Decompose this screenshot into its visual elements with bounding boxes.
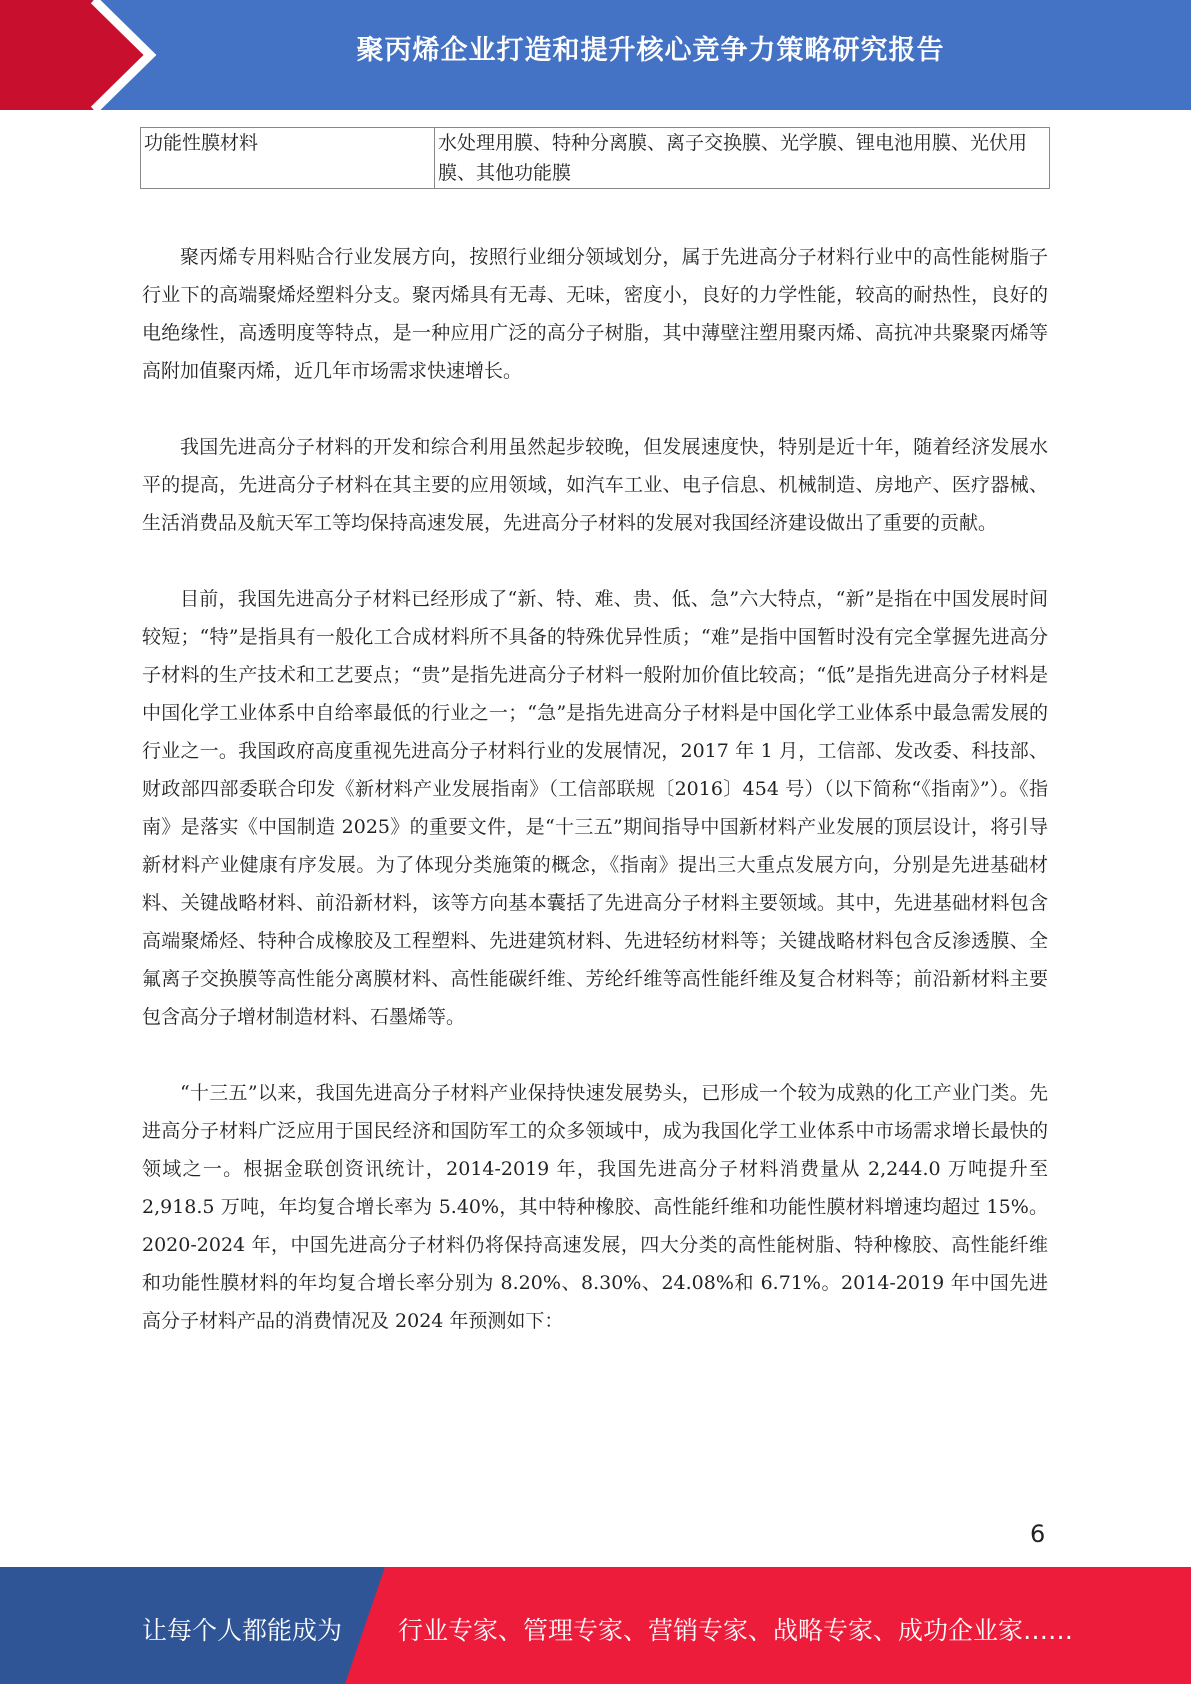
paragraph: 聚丙烯专用料贴合行业发展方向，按照行业细分领域划分，属于先进高分子材料行业中的高性能树脂子行业下的高端聚烯烃塑料分支。聚丙烯具有无毒、无味，密度小，良好的力学性能，较高的耐热性，良好的电绝缘性，高透明度等特点，是一种应用广泛的高分子树脂，其中薄壁注塑用聚丙烯、高抗冲共聚聚丙烯等高附加值聚丙烯，近几年市场需求快速增长。 xyxy=(142,246,1048,382)
footer-slogan-right: 行业专家、管理专家、营销专家、战略专家、成功企业家…… xyxy=(398,1616,1074,1645)
footer-slogan-left: 让每个人都能成为 xyxy=(142,1616,343,1645)
page-footer xyxy=(0,1567,1191,1684)
page-number: 6 xyxy=(1030,1520,1046,1548)
document-title: 聚丙烯企业打造和提升核心竞争力策略研究报告 xyxy=(356,35,945,66)
paragraph: 目前，我国先进高分子材料已经形成了“新、特、难、贵、低、急”六大特点，“新”是指在中国发展时间较短；“特”是指具有一般化工合成材料所不具备的特殊优异性质；“难”是指中国暂时没有完全掌握先进高分子材料的生产技术和工艺要点；“贵”是指先进高分子材料一般附加价值比较高；“低”是指先进高分子材料是中国化学工业体系中自给率最低的行业之一；“急”是指先进高分子材料是中国化学工业体系中最急需发展的行业之一。我国政府高度重视先进高分子材料行业的发展情况，2017 年 1 月，工信部、发改委、科技部、财政部四部委联合印发《新材料产业发展指南》（工信部联规〔2016〕454 号）（以下简称“《指南》”）。《指南》是落实《中国制造 2025》的重要文件，是“十三五”期间指导中国新材料产业发展的顶层设计，将引导新材料产业健康有序发展。为了体现分类施策的概念，《指南》提出三大重点发展方向，分别是先进基础材料、关键战略材料、前沿新材料，该等方向基本囊括了先进高分子材料主要领域。其中，先进基础材料包含高端聚烯烃、特种合成橡胶及工程塑料、先进建筑材料、先进轻纺材料等；关键战略材料包含反渗透膜、全氟离子交换膜等高性能分离膜材料、高性能碳纤维、芳纶纤维等高性能纤维及复合材料等；前沿新材料主要包含高分子增材制造材料、石墨烯等。 xyxy=(142,588,1048,1028)
page-header xyxy=(0,0,1191,110)
paragraph: 我国先进高分子材料的开发和综合利用虽然起步较晚，但发展速度快，特别是近十年，随着经济发展水平的提高，先进高分子材料在其主要的应用领域，如汽车工业、电子信息、机械制造、房地产、医疗器械、生活消费品及航天军工等均保持高速发展，先进高分子材料的发展对我国经济建设做出了重要的贡献。 xyxy=(142,436,1048,534)
body-content xyxy=(142,238,1048,1378)
category-table xyxy=(140,127,1050,189)
table-cell-items: 水处理用膜、特种分离膜、离子交换膜、光学膜、锂电池用膜、光伏用膜、其他功能膜 xyxy=(435,128,1050,189)
table-row xyxy=(141,128,1050,189)
header-red-block xyxy=(0,0,150,110)
table-cell-category: 功能性膜材料 xyxy=(141,128,435,189)
header-arrow-decoration xyxy=(0,0,160,110)
paragraph: “十三五”以来，我国先进高分子材料产业保持快速发展势头，已形成一个较为成熟的化工产业门类。先进高分子材料广泛应用于国民经济和国防军工的众多领域中，成为我国化学工业体系中市场需求增长最快的领域之一。根据金联创资讯统计，2014-2019 年，我国先进高分子材料消费量从 2,244.0 万吨提升至 2,918.5 万吨，年均复合增长率为 5.40%，其中特种橡胶、高性能纤维和功能性膜材料增速均超过 15%。2020-2024 年，中国先进高分子材料仍将保持高速发展，四大分类的高性能树脂、特种橡胶、高性能纤维和功能性膜材料的年均复合增长率分别为 8.20%、8.30%、24.08%和 6.71%。2014-2019 年中国先进高分子材料产品的消费情况及 2024 年预测如下： xyxy=(142,1082,1048,1332)
